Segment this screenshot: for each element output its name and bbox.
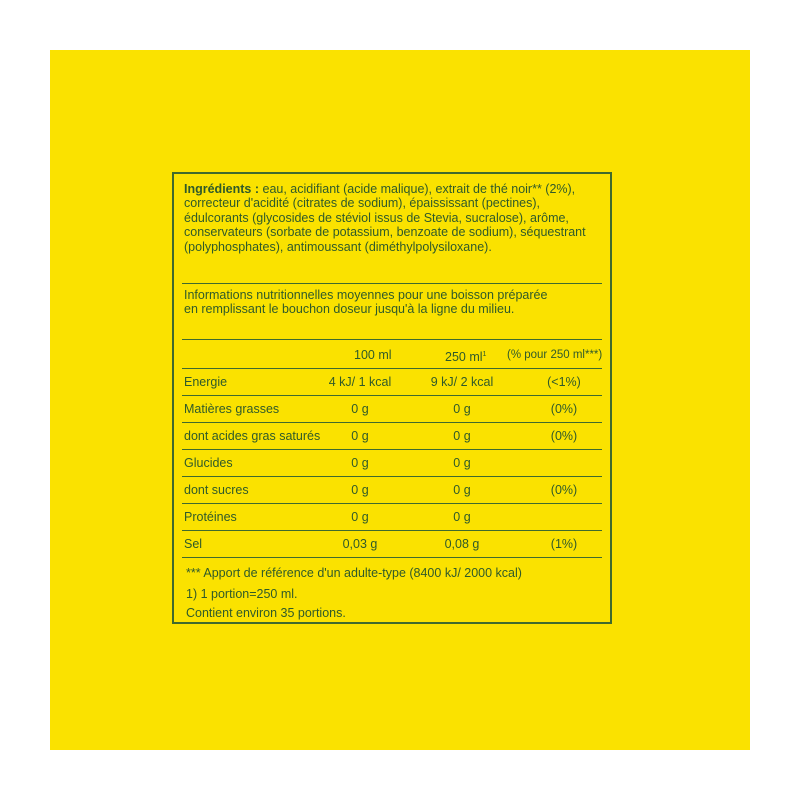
reference-footnote: *** Apport de référence d'un adulte-type (8400 kJ/ 2000 kcal) [186,566,522,580]
value-percent: (1%) [550,537,578,551]
row-label: Energie [184,375,228,389]
header-percent: (% pour 250 ml***) [507,349,603,361]
value-250ml: 0 g [453,483,471,497]
row-label: Sel [184,537,203,551]
portion-footnote: 1) 1 portion=250 ml. [186,587,298,601]
footnote-marker: 1 [482,351,487,358]
ingredients-list: eau, acidifiant (acide malique), extrait de thé noir** (2%), correcteur d'acidité (citrates de sodium), épaississant (pectines), édulcorants (glycosides de stéviol issus de Stevia, sucralose), arôme, conservateurs (sorbate de potassium, benzoate de sodium), séquestrant (polyphosphates), antimoussant (diméthylpolysiloxane). [184,182,586,254]
value-100ml: 0,03 g [342,537,378,551]
row-label: Glucides [184,456,233,470]
value-100ml: 4 kJ/ 1 kcal [328,375,392,389]
header-100ml: 100 ml [354,348,392,362]
value-percent: (0%) [550,429,578,443]
header-250ml: 250 $ml^1$ [445,350,487,364]
row-divider [182,395,602,396]
row-divider [182,503,602,504]
row-label: Matières grasses [184,402,280,416]
nutrition-label [172,172,612,624]
value-250ml: 0 g [453,510,471,524]
row-label: Protéines [184,510,237,524]
value-100ml: 0 g [351,429,369,443]
row-divider [182,449,602,450]
row-label: dont acides gras saturés [184,429,321,443]
value-100ml: 0 g [351,456,369,470]
value-100ml: 0 g [351,402,369,416]
row-label: dont sucres [184,483,249,497]
value-percent: (0%) [550,402,578,416]
value-250ml: 9 kJ/ 2 kcal [430,375,494,389]
divider [182,339,602,340]
value-100ml: 0 g [351,510,369,524]
row-divider [182,530,602,531]
divider [182,283,602,284]
nutrition-info-text: Informations nutritionnelles moyennes pour une boisson préparée en remplissant le bouchon doseur jusqu'à la ligne du milieu. [184,288,548,317]
portions-count: Contient environ 35 portions. [186,606,346,620]
ingredients-label: Ingrédients : [184,182,260,196]
value-250ml: 0 g [453,456,471,470]
value-percent: (0%) [550,483,578,497]
ingredients-text [184,182,604,254]
row-divider [182,557,602,558]
value-250ml: 0 g [453,429,471,443]
divider [182,368,602,369]
value-250ml: 0,08 g [444,537,480,551]
value-100ml: 0 g [351,483,369,497]
value-percent: (<1%) [547,375,581,389]
row-divider [182,422,602,423]
value-250ml: 0 g [453,402,471,416]
row-divider [182,476,602,477]
